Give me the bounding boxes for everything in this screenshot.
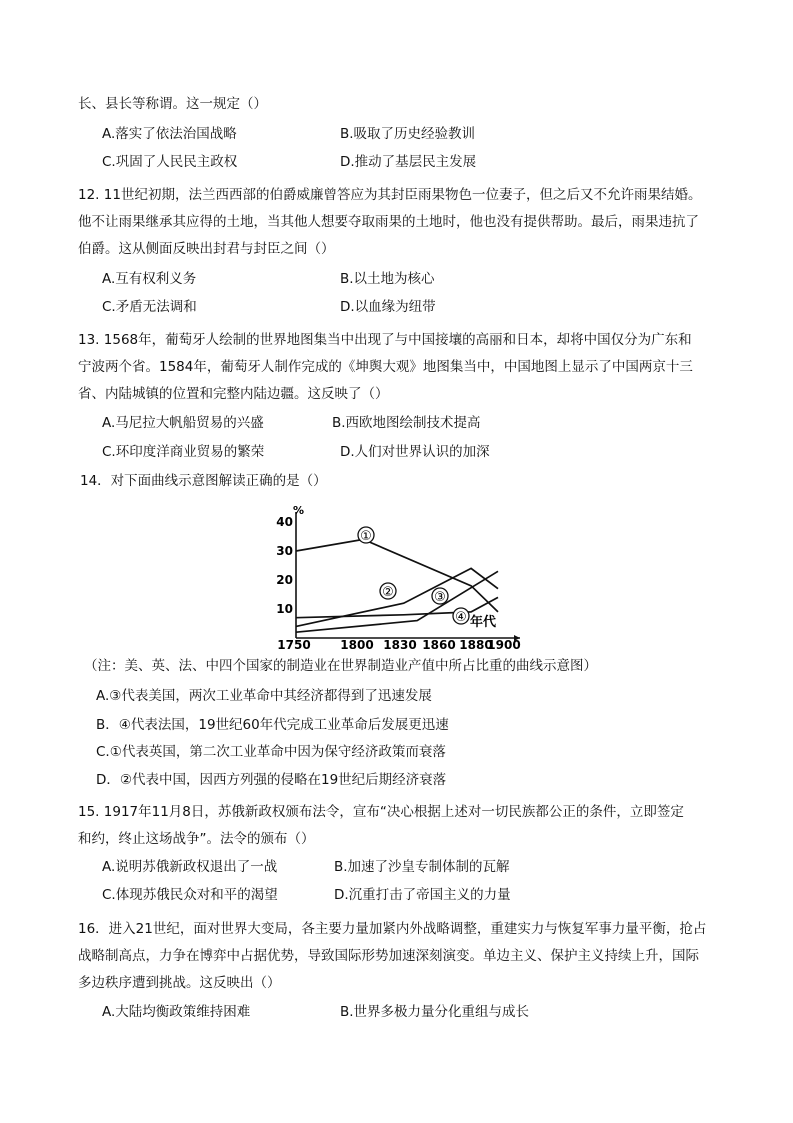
question-16-line-3: 多边秩序遭到挑战。这反映出（） (78, 975, 281, 991)
y-tick-label: 40 (276, 515, 293, 529)
x-tick-label: 1750 (277, 638, 311, 652)
option-a[interactable]: A.大陆均衡政策维持困难 (102, 1004, 251, 1020)
option-b[interactable]: B.加速了沙皇专制体制的瓦解 (334, 859, 510, 875)
manufacturing-share-chart (270, 500, 540, 652)
series-marker-label: ③ (434, 590, 446, 605)
question-14-stem: 14．对下面曲线示意图解读正确的是（） (80, 473, 327, 489)
y-tick-label: 10 (276, 602, 293, 616)
option-a[interactable]: A.马尼拉大帆船贸易的兴盛 (102, 415, 264, 431)
option-a[interactable]: A.落实了依法治国战略 (102, 126, 237, 142)
question-13-line-3: 省、内陆城镇的位置和完整内陆边疆。这反映了（） (78, 386, 389, 402)
x-tick-label: 1830 (383, 638, 417, 652)
option-d[interactable]: D.推动了基层民主发展 (340, 154, 477, 170)
x-axis-title: 年代 (470, 615, 497, 630)
y-axis-unit-label: % (293, 504, 305, 517)
question-16-line-2: 战略制高点，力争在博弈中占据优势，导致国际形势加速深刻演变。单边主义、保护主义持续上升，国际 (78, 948, 699, 964)
option-d[interactable]: D．②代表中国，因西方列强的侵略在19世纪后期经济衰落 (96, 772, 447, 788)
option-c[interactable]: C.矛盾无法调和 (102, 299, 197, 315)
chart-note: （注：美、英、法、中四个国家的制造业在世界制造业产值中所占比重的曲线示意图） (84, 658, 597, 674)
question-12-line-3: 伯爵。这从侧面反映出封君与封臣之间（） (78, 241, 335, 257)
question-12-line-2: 他不让雨果继承其应得的土地，当其他人想要夺取雨果的土地时，他也没有提供帮助。最后，雨果违抗了 (78, 214, 699, 230)
y-tick-label: 30 (276, 544, 293, 558)
series-marker-label: ② (382, 585, 394, 600)
question-15-line-1: 15. 1917年11月8日，苏俄新政权颁布法令，宣布“决心根据上述对一切民族都公正的条件，立即签定 (78, 804, 684, 820)
question-15-line-2: 和约，终止这场战争”。法令的颁布（） (78, 831, 315, 847)
question-12-line-1: 12. 11世纪初期，法兰西西部的伯爵威廉曾答应为其封臣雨果物色一位妻子，但之后又不允许雨果结婚。 (78, 187, 702, 203)
option-b[interactable]: B.以土地为核心 (340, 271, 435, 287)
option-a[interactable]: A.互有权利义务 (102, 271, 197, 287)
question-16-line-1: 16．进入21世纪，面对世界大变局，各主要力量加紧内外战略调整，重建实力与恢复军事力量平衡，抢占 (78, 921, 707, 937)
option-c[interactable]: C.环印度洋商业贸易的繁荣 (102, 444, 265, 460)
question-13-line-2: 宁波两个省。1584年，葡萄牙人制作完成的《坤舆大观》地图集当中，中国地图上显示了中国两京十三 (78, 359, 693, 375)
x-tick-label: 1880 (459, 638, 493, 652)
series-marker-label: ④ (455, 610, 467, 625)
series-line-3 (296, 571, 498, 632)
question-13-line-1: 13. 1568年，葡萄牙人绘制的世界地图集当中出现了与中国接壤的高丽和日本，却将中国仅分为广东和 (78, 332, 692, 348)
option-a[interactable]: A.③代表美国，两次工业革命中其经济都得到了迅速发展 (96, 688, 432, 704)
option-b[interactable]: B．④代表法国，19世纪60年代完成工业革命后发展更迅速 (96, 717, 449, 733)
option-b[interactable]: B.世界多极力量分化重组与成长 (340, 1004, 530, 1020)
option-d[interactable]: D.以血缘为纽带 (340, 299, 436, 315)
option-c[interactable]: C.巩固了人民民主政权 (102, 154, 238, 170)
series-line-1 (296, 539, 498, 612)
series-marker-label: ① (360, 529, 372, 544)
x-tick-label: 1860 (422, 638, 456, 652)
y-tick-label: 20 (276, 573, 293, 587)
question-11-stem-end: 长、县长等称谓。这一规定（） (78, 96, 267, 112)
option-a[interactable]: A.说明苏俄新政权退出了一战 (102, 859, 278, 875)
option-c[interactable]: C.体现苏俄民众对和平的渴望 (102, 887, 278, 903)
x-tick-label: 1800 (340, 638, 374, 652)
option-c[interactable]: C.①代表英国，第二次工业革命中因为保守经济政策而衰落 (96, 744, 446, 760)
option-b[interactable]: B.吸取了历史经验教训 (340, 126, 476, 142)
x-tick-label: 1900 (487, 638, 521, 652)
option-d[interactable]: D.人们对世界认识的加深 (340, 444, 490, 460)
option-b[interactable]: B.西欧地图绘制技术提高 (332, 415, 481, 431)
option-d[interactable]: D.沉重打击了帝国主义的力量 (334, 887, 511, 903)
